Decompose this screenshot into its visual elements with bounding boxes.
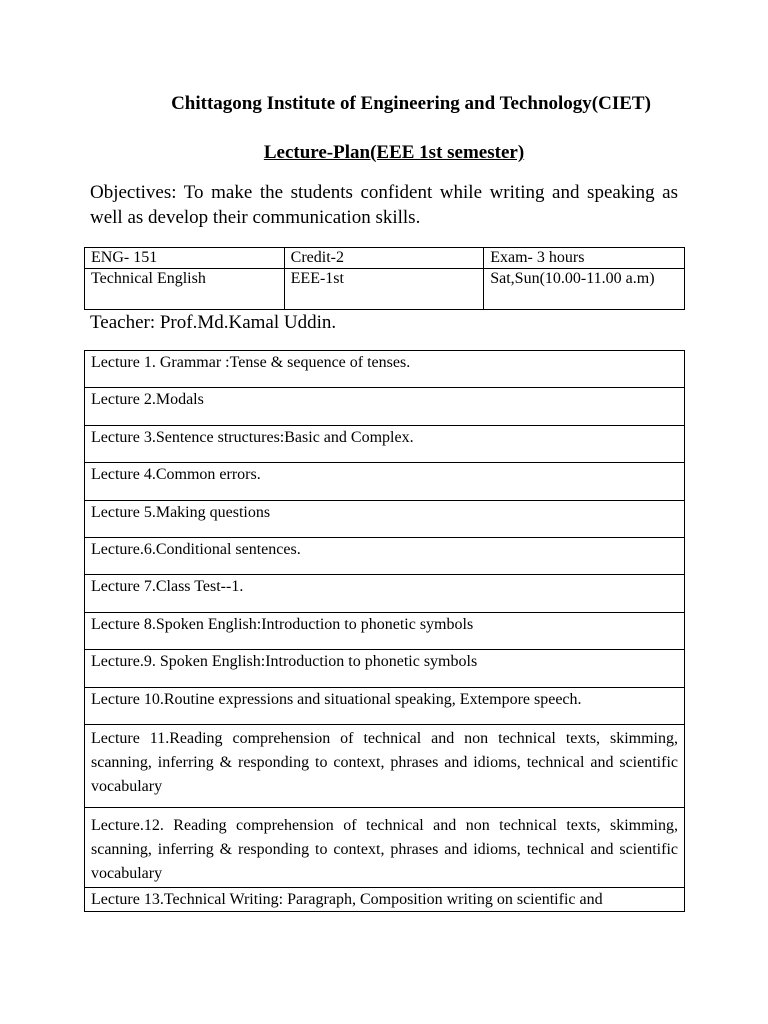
table-row <box>85 388 685 425</box>
course-schedule: Sat,Sun(10.00-11.00 a.m) <box>484 269 685 310</box>
course-department: EEE-1st <box>284 269 484 310</box>
table-row <box>85 887 685 911</box>
table-row <box>85 575 685 612</box>
teacher-name: Teacher: Prof.Md.Kamal Uddin. <box>90 312 337 333</box>
table-row <box>85 724 685 807</box>
lecture-cell: Lecture 5.Making questions <box>85 500 685 537</box>
lectures-table <box>84 350 685 912</box>
course-code: ENG- 151 <box>85 248 285 269</box>
course-info-row <box>85 248 685 269</box>
table-row <box>85 807 685 887</box>
lecture-cell: Lecture 8.Spoken English:Introduction to phonetic symbols <box>85 612 685 649</box>
institute-name: Chittagong Institute of Engineering and Technology(CIET) <box>171 93 651 114</box>
table-row <box>85 463 685 500</box>
lecture-cell: Lecture 1. Grammar :Tense & sequence of tenses. <box>85 351 685 388</box>
lecture-cell: Lecture.6.Conditional sentences. <box>85 537 685 574</box>
lecture-cell: Lecture 7.Class Test--1. <box>85 575 685 612</box>
table-row <box>85 537 685 574</box>
table-row <box>85 612 685 649</box>
table-row <box>85 351 685 388</box>
table-row <box>85 500 685 537</box>
course-credit: Credit-2 <box>284 248 484 269</box>
lecture-cell: Lecture 3.Sentence structures:Basic and Complex. <box>85 425 685 462</box>
table-row <box>85 687 685 724</box>
lecture-cell: Lecture.9. Spoken English:Introduction to phonetic symbols <box>85 650 685 687</box>
course-exam: Exam- 3 hours <box>484 248 685 269</box>
table-row <box>85 425 685 462</box>
lecture-cell: Lecture 10.Routine expressions and situational speaking, Extempore speech. <box>85 687 685 724</box>
objectives-paragraph: Objectives: To make the students confident while writing and speaking as well as develop their communication skills. <box>90 182 678 228</box>
lecture-cell: Lecture 13.Technical Writing: Paragraph, Composition writing on scientific and <box>85 887 685 911</box>
lecture-cell: Lecture 11.Reading comprehension of technical and non technical texts, skimming, scanning, inferring & responding to context, phrases and idioms, technical and scientific vocabulary <box>85 724 685 807</box>
lecture-plan-title: Lecture-Plan(EEE 1st semester) <box>263 142 525 163</box>
course-name: Technical English <box>85 269 285 310</box>
lecture-cell: Lecture 2.Modals <box>85 388 685 425</box>
table-row <box>85 650 685 687</box>
lecture-cell: Lecture 4.Common errors. <box>85 463 685 500</box>
course-info-table <box>84 247 685 310</box>
lecture-cell: Lecture.12. Reading comprehension of technical and non technical texts, skimming, scanning, inferring & responding to context, phrases and idioms, technical and scientific vocabulary <box>85 807 685 887</box>
course-info-row <box>85 269 685 310</box>
